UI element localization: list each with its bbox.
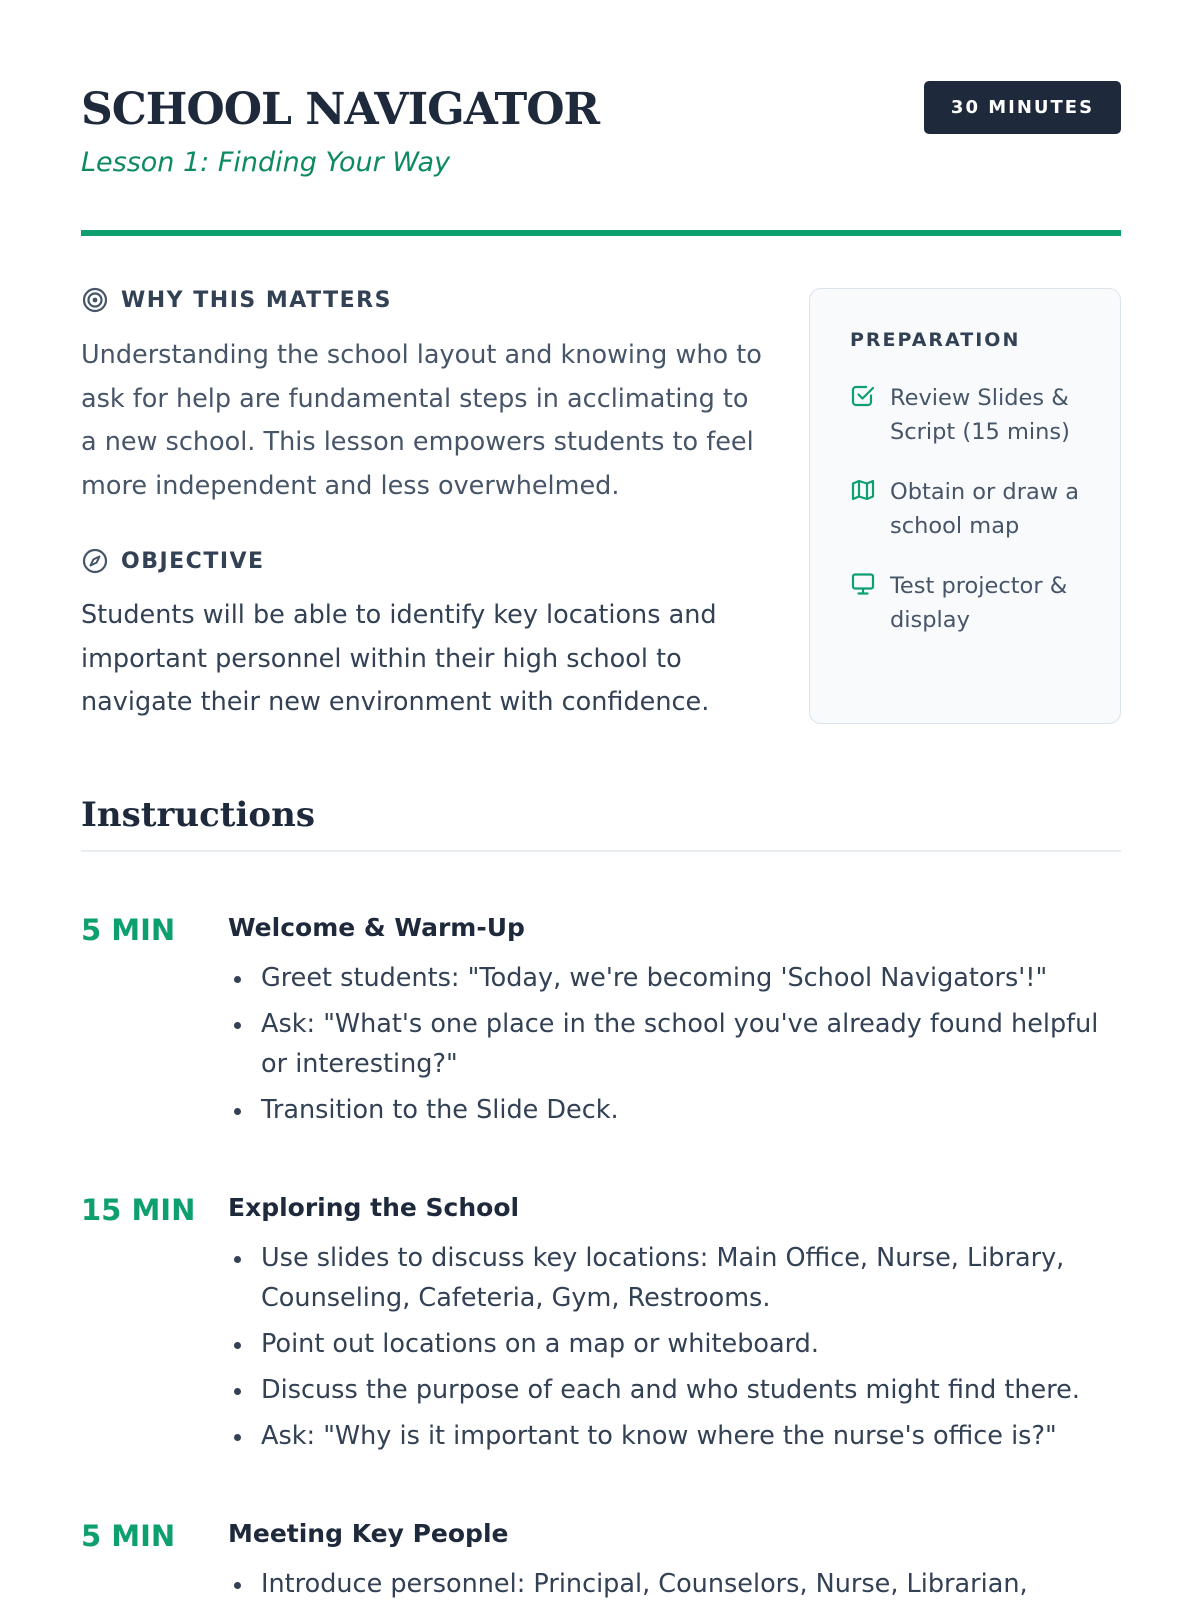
step-bullet: Introduce personnel: Principal, Counselors, Nurse, Librarian, bbox=[228, 1564, 1121, 1600]
step-duration: 5 MIN bbox=[81, 913, 176, 947]
preparation-title: PREPARATION bbox=[850, 329, 1021, 351]
instructions-heading: Instructions bbox=[81, 795, 315, 835]
step-body bbox=[228, 913, 1121, 1136]
step-title: Exploring the School bbox=[228, 1193, 520, 1222]
objective-heading bbox=[81, 547, 265, 575]
step-bullet: Ask: "What's one place in the school you've already found helpful or interesting?" bbox=[228, 1004, 1121, 1084]
why-this-matters-heading bbox=[81, 286, 392, 314]
step-title: Meeting Key People bbox=[228, 1519, 509, 1548]
preparation-item bbox=[850, 569, 1080, 637]
step-body bbox=[228, 1519, 1121, 1600]
page-title: SCHOOL NAVIGATOR bbox=[81, 84, 600, 135]
duration-badge: 30 MINUTES bbox=[924, 81, 1121, 134]
objective-heading-label: OBJECTIVE bbox=[121, 548, 265, 574]
lesson-subtitle: Lesson 1: Finding Your Way bbox=[81, 147, 451, 178]
step-bullet: Greet students: "Today, we're becoming 'School Navigators'!" bbox=[228, 958, 1121, 998]
preparation-item-label: Review Slides & Script (15 mins) bbox=[890, 385, 1070, 445]
step-body bbox=[228, 1193, 1121, 1462]
checkbox-icon bbox=[850, 383, 876, 409]
lesson-header bbox=[81, 0, 1121, 236]
step-bullet: Discuss the purpose of each and who students might find there. bbox=[228, 1370, 1121, 1410]
objective-text: Students will be able to identify key locations and important personnel within their high school to navigate their new environment with confidence. bbox=[81, 600, 717, 717]
step-bullet-list bbox=[228, 1564, 1121, 1600]
step-bullet: Point out locations on a map or whiteboard. bbox=[228, 1324, 1121, 1364]
compass-icon bbox=[81, 547, 109, 575]
preparation-item-label: Obtain or draw a school map bbox=[890, 479, 1080, 539]
lesson-plan-page bbox=[81, 0, 1121, 1599]
instructions-divider bbox=[81, 850, 1121, 852]
preparation-item-label: Test projector & display bbox=[890, 573, 1068, 633]
map-icon bbox=[850, 477, 876, 503]
step-bullet-list bbox=[228, 1238, 1121, 1456]
step-duration: 15 MIN bbox=[81, 1193, 196, 1227]
step-title: Welcome & Warm-Up bbox=[228, 913, 525, 942]
monitor-icon bbox=[850, 571, 876, 597]
step-bullet: Use slides to discuss key locations: Main Office, Nurse, Library, Counseling, Cafeteria, Gym, Restrooms. bbox=[228, 1238, 1121, 1318]
why-this-matters-text: Understanding the school layout and knowing who to ask for help are fundamental steps in acclimating to a new school. This lesson empowers students to feel more independent and less overwhelmed. bbox=[81, 340, 762, 501]
step-bullet: Transition to the Slide Deck. bbox=[228, 1090, 1121, 1130]
preparation-card bbox=[809, 288, 1121, 724]
step-bullet-list bbox=[228, 958, 1121, 1130]
preparation-item bbox=[850, 475, 1080, 543]
target-icon bbox=[81, 286, 109, 314]
step-bullet: Ask: "Why is it important to know where the nurse's office is?" bbox=[228, 1416, 1121, 1456]
step-duration: 5 MIN bbox=[81, 1519, 176, 1553]
intro-section bbox=[81, 236, 1121, 766]
preparation-item bbox=[850, 381, 1080, 449]
why-heading-label: WHY THIS MATTERS bbox=[121, 287, 392, 313]
